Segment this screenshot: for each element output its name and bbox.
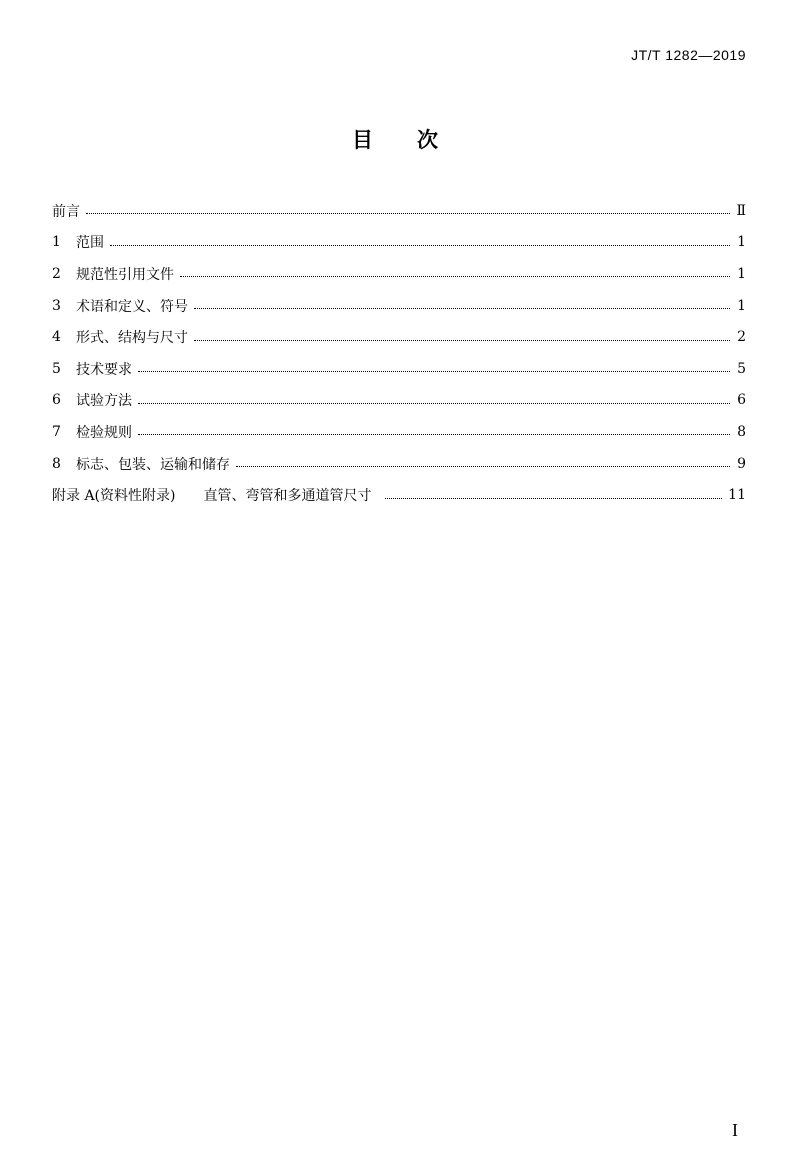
toc-entry-5[interactable] bbox=[52, 353, 746, 385]
toc-entry-number: 7 bbox=[52, 423, 61, 440]
toc-entry-foreword[interactable] bbox=[52, 195, 746, 227]
toc-entry-label: 检验规则 bbox=[76, 424, 132, 441]
toc-entry-label: 标志、包装、运输和储存 bbox=[76, 456, 230, 473]
toc-entry-3[interactable] bbox=[52, 290, 746, 322]
toc-entry-page: Ⅱ bbox=[736, 202, 746, 219]
toc-entry-page: 2 bbox=[737, 329, 746, 346]
toc-leader bbox=[180, 276, 730, 277]
toc-entry-label: 技术要求 bbox=[76, 361, 132, 378]
title-part-1: 目 bbox=[352, 128, 373, 152]
toc-entry-number: 1 bbox=[52, 234, 61, 251]
toc-entry-page: 6 bbox=[737, 392, 746, 409]
toc-leader bbox=[86, 213, 730, 214]
page-title bbox=[0, 124, 790, 154]
toc-entry-label: 前言 bbox=[52, 203, 80, 220]
toc-entry-1[interactable] bbox=[52, 227, 746, 259]
toc-entry-label: 规范性引用文件 bbox=[76, 266, 174, 283]
toc-entry-number: 3 bbox=[52, 297, 61, 314]
toc-entry-label: 附录 A(资料性附录) bbox=[52, 488, 176, 505]
toc-entry-label: 试验方法 bbox=[76, 393, 132, 410]
toc-entry-sublabel: 直管、弯管和多通道管尺寸 bbox=[203, 488, 372, 505]
toc-entry-page: 9 bbox=[737, 455, 746, 472]
title-part-2: 次 bbox=[417, 128, 438, 152]
toc-leader bbox=[138, 371, 730, 372]
toc-entry-label: 范围 bbox=[76, 235, 104, 252]
toc-leader bbox=[138, 434, 730, 435]
toc-leader bbox=[138, 403, 730, 404]
toc-entry-8[interactable] bbox=[52, 448, 746, 480]
toc-entry-page: 1 bbox=[737, 234, 746, 251]
toc-entry-6[interactable] bbox=[52, 385, 746, 417]
standard-code: JT/T 1282—2019 bbox=[631, 47, 746, 63]
toc-entry-page: 8 bbox=[737, 423, 746, 440]
toc-leader bbox=[194, 340, 730, 341]
toc-entry-2[interactable] bbox=[52, 258, 746, 290]
toc-entry-label: 形式、结构与尺寸 bbox=[76, 330, 188, 347]
toc-entry-page: 11 bbox=[728, 487, 746, 504]
toc-leader bbox=[385, 498, 722, 499]
toc-entry-number: 2 bbox=[52, 265, 61, 282]
toc-entry-number: 6 bbox=[52, 392, 61, 409]
toc-entry-7[interactable] bbox=[52, 416, 746, 448]
toc-leader bbox=[194, 308, 730, 309]
toc-entry-number: 8 bbox=[52, 455, 61, 472]
toc-entry-page: 1 bbox=[737, 297, 746, 314]
toc-leader bbox=[236, 466, 730, 467]
toc-entry-4[interactable] bbox=[52, 321, 746, 353]
toc-leader bbox=[110, 245, 730, 246]
toc-entry-page: 1 bbox=[737, 265, 746, 282]
toc-entry-annex-a[interactable] bbox=[52, 479, 746, 511]
toc-entry-number: 4 bbox=[52, 329, 61, 346]
toc-entry-number: 5 bbox=[52, 360, 61, 377]
toc-entry-label: 术语和定义、符号 bbox=[76, 298, 188, 315]
page-number: I bbox=[732, 1120, 738, 1140]
toc-entry-page: 5 bbox=[737, 360, 746, 377]
table-of-contents bbox=[52, 195, 746, 511]
